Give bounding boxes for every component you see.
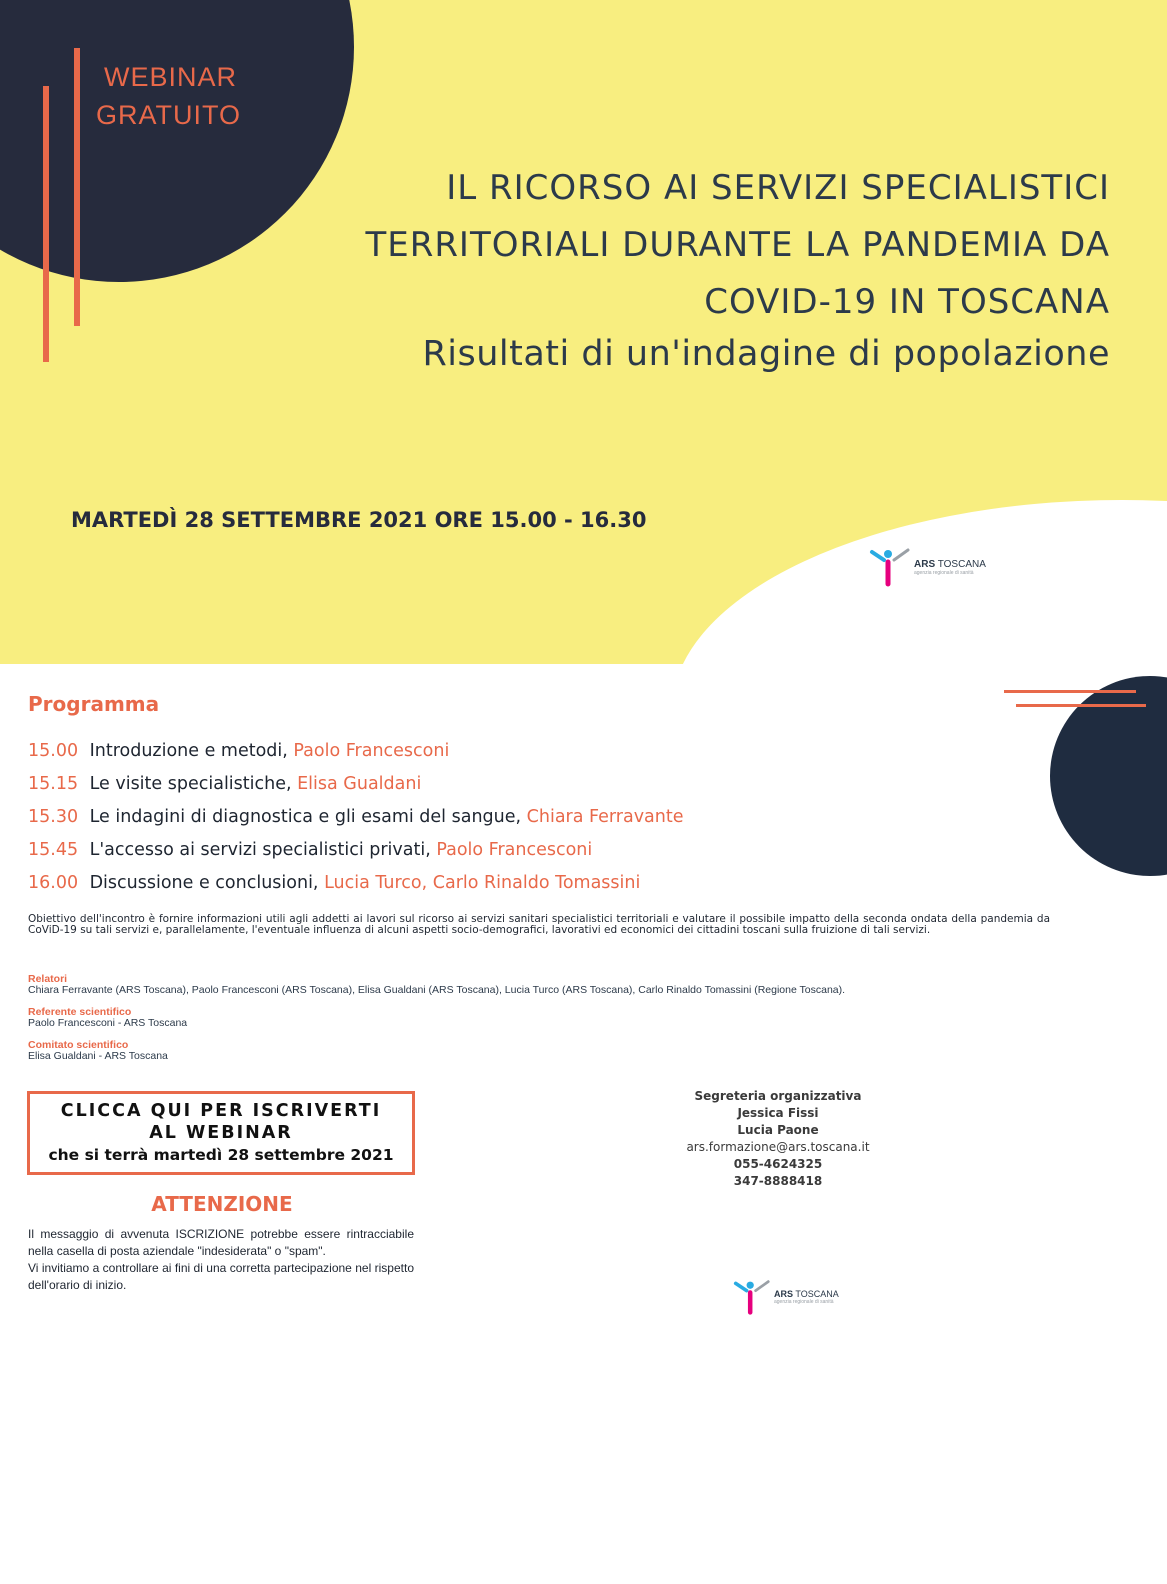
free-webinar-badge bbox=[96, 58, 256, 134]
program-speaker: Paolo Francesconi bbox=[293, 741, 450, 761]
cta-line: che si terrà martedì 28 settembre 2021 bbox=[48, 1146, 394, 1164]
program-time: 15.15 bbox=[28, 774, 79, 794]
title-line: COVID-19 IN TOSCANA bbox=[704, 282, 1110, 322]
program-time: 15.30 bbox=[28, 807, 79, 827]
program-speaker: Paolo Francesconi bbox=[436, 840, 593, 860]
program-item bbox=[28, 839, 684, 872]
scientific-referent: Paolo Francesconi - ARS Toscana bbox=[28, 1017, 188, 1029]
program-speaker: Chiara Ferravante bbox=[526, 807, 684, 827]
title-line: IL RICORSO AI SERVIZI SPECIALISTICI bbox=[446, 168, 1110, 208]
logo-tagline: agenzia regionale di sanità bbox=[914, 569, 974, 576]
attention-paragraph: Vi invitiamo a controllare ai fini di una corretta partecipazione nel rispetto dell'orario di inizio. bbox=[28, 1261, 414, 1292]
orange-bar-decoration bbox=[43, 86, 49, 362]
program-item bbox=[28, 740, 684, 773]
logo-name: ARS TOSCANA bbox=[914, 558, 986, 570]
program-item bbox=[28, 773, 684, 806]
ars-toscana-logo bbox=[732, 1278, 839, 1316]
ars-logo-icon bbox=[732, 1278, 772, 1316]
attention-title: ATTENZIONE bbox=[151, 1192, 293, 1216]
logo-tagline: agenzia regionale di sanità bbox=[774, 1299, 834, 1305]
secretariat-email-link[interactable]: ars.formazione@ars.toscana.it bbox=[686, 1140, 870, 1154]
secretariat-name: Lucia Paone bbox=[737, 1123, 819, 1137]
event-subtitle: Risultati di un'indagine di popolazione bbox=[422, 334, 1110, 374]
program-list bbox=[28, 740, 684, 905]
hero-banner bbox=[0, 0, 1167, 664]
logo-name: ARS TOSCANA bbox=[774, 1289, 839, 1299]
scientific-committee: Elisa Gualdani - ARS Toscana bbox=[28, 1050, 168, 1062]
speakers-list: Chiara Ferravante (ARS Toscana), Paolo Francesconi (ARS Toscana), Elisa Gualdani (ARS Toscana), Lucia Turco (ARS Toscana), Carlo Rinaldo Tomassini (Regione Toscana). bbox=[28, 984, 846, 996]
secretariat-phone: 347-8888418 bbox=[733, 1174, 823, 1188]
speakers-label: Relatori bbox=[28, 973, 68, 985]
program-topic: Le visite specialistiche, bbox=[89, 774, 298, 794]
orange-bar-decoration bbox=[74, 48, 80, 326]
secretariat-title: Segreteria organizzativa bbox=[694, 1089, 862, 1103]
program-speaker: Elisa Gualdani bbox=[297, 774, 422, 794]
scientific-referent-label: Referente scientifico bbox=[28, 1006, 132, 1018]
scientific-committee-label: Comitato scientifico bbox=[28, 1039, 129, 1051]
program-item bbox=[28, 872, 684, 905]
credits-section bbox=[28, 974, 845, 1073]
orange-line-decoration bbox=[1004, 690, 1136, 693]
program-topic: Le indagini di diagnostica e gli esami del sangue, bbox=[89, 807, 527, 827]
badge-line: GRATUITO bbox=[96, 100, 242, 130]
program-title: Programma bbox=[28, 692, 160, 716]
orange-line-decoration bbox=[1016, 704, 1146, 707]
ars-toscana-logo bbox=[868, 546, 986, 588]
program-time: 15.45 bbox=[28, 840, 79, 860]
title-line: TERRITORIALI DURANTE LA PANDEMIA DA bbox=[365, 225, 1110, 265]
program-time: 16.00 bbox=[28, 873, 79, 893]
event-datetime: MARTEDÌ 28 SETTEMBRE 2021 ORE 15.00 - 16.30 bbox=[71, 508, 647, 532]
attention-text bbox=[28, 1226, 414, 1294]
program-time: 15.00 bbox=[28, 741, 79, 761]
event-title bbox=[290, 160, 1110, 331]
program-topic: Introduzione e metodi, bbox=[89, 741, 294, 761]
program-speaker: Lucia Turco, Carlo Rinaldo Tomassini bbox=[324, 873, 641, 893]
program-topic: Discussione e conclusioni, bbox=[89, 873, 325, 893]
event-objective: Obiettivo dell'incontro è fornire informazioni utili agli addetti ai lavori sul ricorso ai servizi sanitari specialistici territoriali e valutare il possibile impatto della seconda ondata della pandemia da CoViD-19 su tali servizi e, parallelamente, l'eventuale influenza di alcuni aspetti socio-demografici, lavorativi ed economici dei cittadini toscani sulla fruizione di tali servizi. bbox=[28, 913, 1050, 936]
program-topic: L'accesso ai servizi specialistici privati, bbox=[89, 840, 437, 860]
cta-line: CLICCA QUI PER ISCRIVERTI bbox=[60, 1101, 382, 1121]
badge-line: WEBINAR bbox=[104, 62, 238, 92]
secretariat-phone: 055-4624325 bbox=[733, 1157, 823, 1171]
register-webinar-button[interactable] bbox=[27, 1091, 415, 1175]
cta-line: AL WEBINAR bbox=[149, 1123, 293, 1143]
attention-paragraph: Il messaggio di avvenuta ISCRIZIONE potrebbe essere rintracciabile nella casella di posta aziendale "indesiderata" o "spam". bbox=[28, 1227, 414, 1258]
organizing-secretariat bbox=[652, 1088, 904, 1190]
ars-logo-icon bbox=[868, 546, 912, 588]
program-item bbox=[28, 806, 684, 839]
secretariat-name: Jessica Fissi bbox=[737, 1106, 819, 1120]
